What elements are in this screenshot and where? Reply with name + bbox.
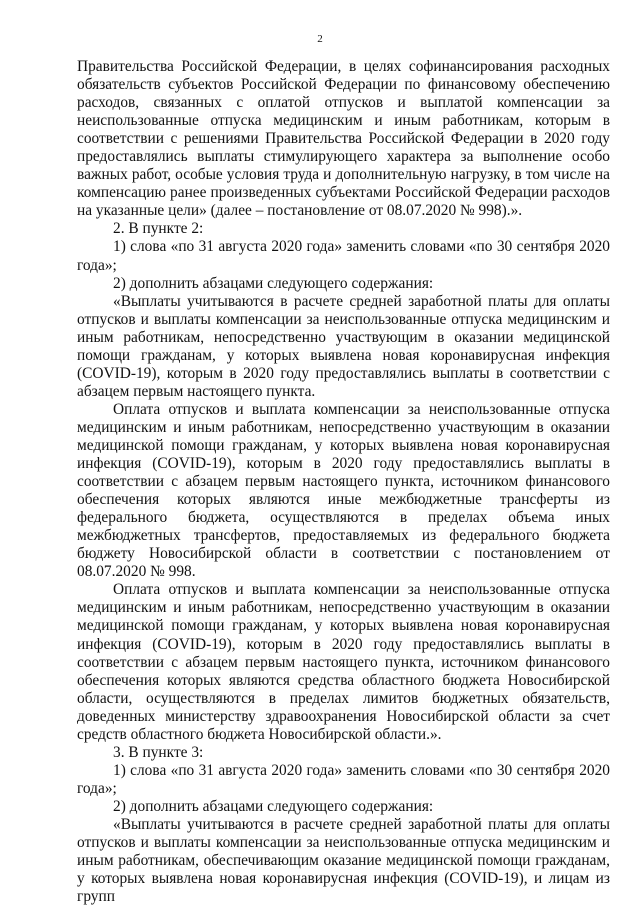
paragraph-item-2-heading: 2. В пункте 2: [113, 220, 204, 238]
paragraph-item-3-sub-1: 1) слова «по 31 августа 2020 года» заменить словами «по 30 сентября 2020 года»; [77, 761, 610, 797]
paragraph-item-3-heading: 3. В пункте 3: [113, 743, 204, 761]
paragraph-continuation: Правительства Российской Федерации, в целях софинансирования расходных обязательств субъектов Российской Федерации по финансовому обеспечению расходов, связанных с оплатой отпусков и выплатой компенсации за неиспользованные отпуска медицинским и иным работникам, которым в соответствии с решениями Правительства Российской Федерации в 2020 году предоставлялись выплаты стимулирующего характера за выполнение особо важных работ, особые условия труда и дополнительную нагрузку, в том числе на компенсацию ранее произведенных субъектами Российской Федерации расходов на указанные цели» (далее – постановление от 08.07.2020 № 998).». [77, 58, 610, 220]
paragraph-quote-4: «Выплаты учитываются в расчете средней заработной платы для оплаты отпусков и выплаты компенсации за неиспользованные отпуска медицинским и иным работникам, обеспечивающим оказание медицинской помощи гражданам, у которых выявлена новая коронавирусная инфекция (COVID-19), и лицам из групп [77, 815, 610, 906]
page-number: 2 [317, 33, 323, 45]
paragraph-quote-2: Оплата отпусков и выплата компенсации за неиспользованные отпуска медицинским и иным работникам, непосредственно участвующим в оказании медицинской помощи гражданам, у которых выявлена новая коронавирусная инфекция (COVID-19), которым в 2020 году предоставлялись выплаты в соответствии с абзацем первым настоящего пункта, источником финансового обеспечения которых являются иные межбюджетные трансферты из федерального бюджета, осуществляются в пределах объема иных межбюджетных трансфертов, предоставляемых из федерального бюджета бюджету Новосибирской области в соответствии с постановлением от 08.07.2020 № 998. [77, 400, 610, 581]
paragraph-item-3-sub-2: 2) дополнить абзацами следующего содержания: [113, 797, 434, 815]
document-body [77, 58, 610, 906]
paragraph-quote-3: Оплата отпусков и выплата компенсации за неиспользованные отпуска медицинским и иным работникам, непосредственно участвующим в оказании медицинской помощи гражданам, у которых выявлена новая коронавирусная инфекция (COVID-19), которым в 2020 году предоставлялись выплаты в соответствии с абзацем первым настоящего пункта, источником финансового обеспечения которых являются средства областного бюджета Новосибирской области, осуществляются в пределах лимитов бюджетных обязательств, доведенных министерству здравоохранения Новосибирской области за счет средств областного бюджета Новосибирской области.». [77, 581, 610, 743]
paragraph-item-2-sub-2: 2) дополнить абзацами следующего содержания: [113, 274, 434, 292]
paragraph-quote-1: «Выплаты учитываются в расчете средней заработной платы для оплаты отпусков и выплаты компенсации за неиспользованные отпуска медицинским и иным работникам, непосредственно участвующим в оказании медицинской помощи гражданам, у которых выявлена новая коронавирусная инфекция (COVID-19), которым в 2020 году предоставлялись выплаты в соответствии с абзацем первым настоящего пункта. [77, 292, 610, 400]
paragraph-item-2-sub-1: 1) слова «по 31 августа 2020 года» заменить словами «по 30 сентября 2020 года»; [77, 238, 610, 274]
